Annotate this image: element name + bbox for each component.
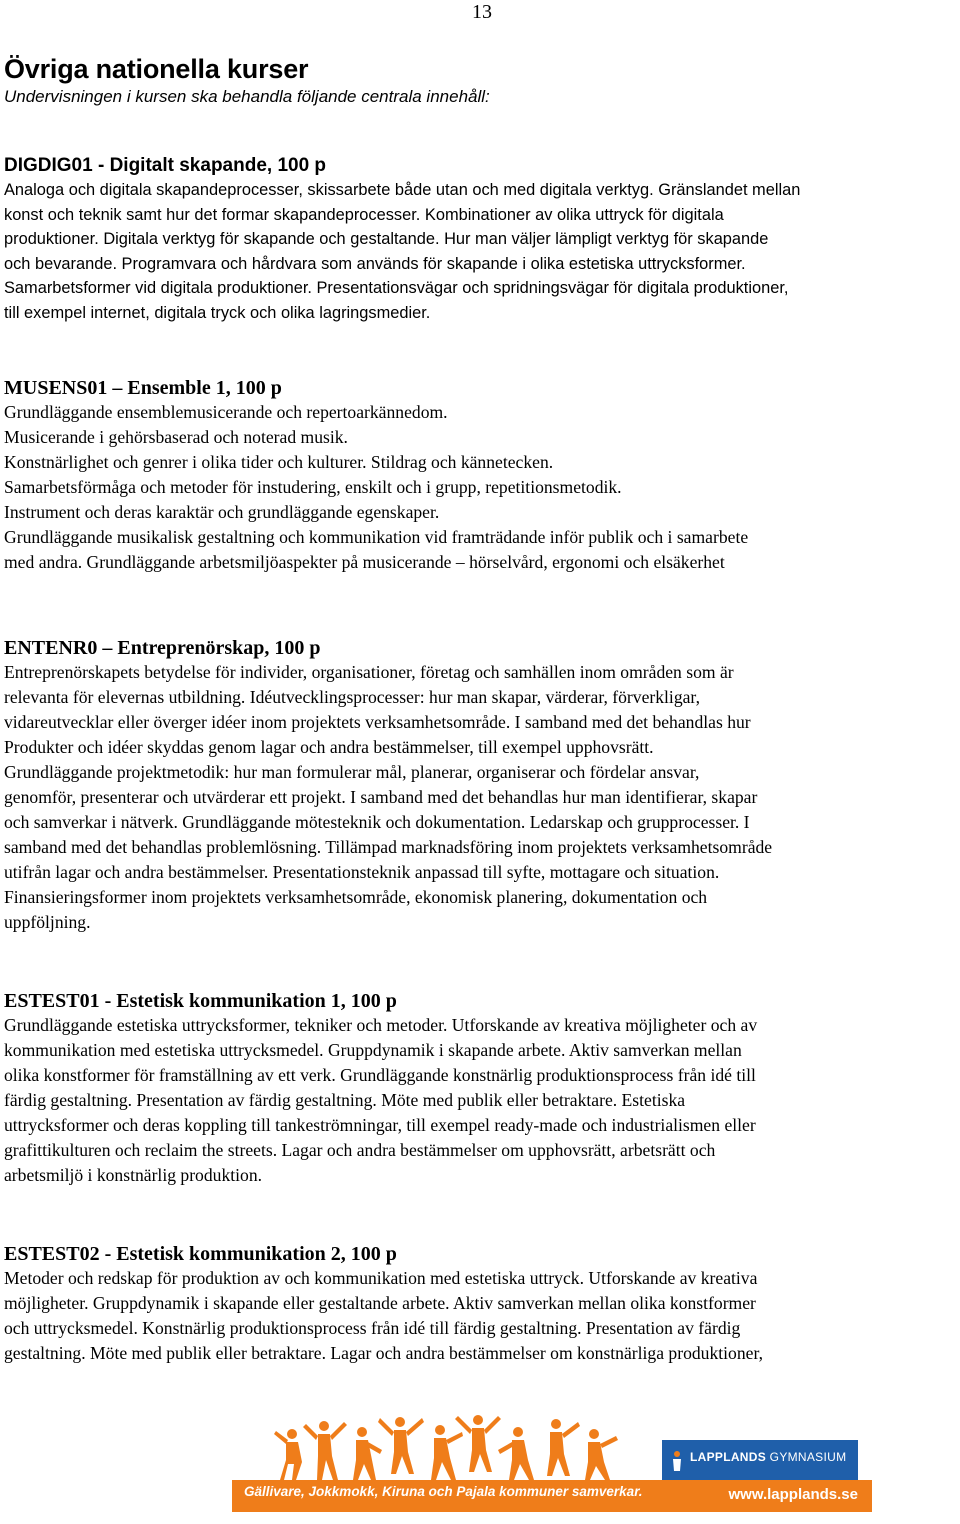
- text-line: Grundläggande musikalisk gestaltning och kommunikation vid framträdande inför publik och i samarbete: [4, 527, 749, 547]
- text-line: produktioner. Digitala verktyg för skapande och gestaltande. Hur man väljer lämpligt verktyg för skapande: [4, 230, 769, 248]
- text-line: vidareutvecklar eller överger idéer inom projektets verksamhetsområde. I samband med det behandlas hur: [4, 712, 751, 732]
- text-line: färdig gestaltning. Presentation av färdig gestaltning. Möte med publik eller betraktare. Estetiska: [4, 1090, 686, 1110]
- text-line: Instrument och deras karaktär och grundläggande egenskaper.: [4, 502, 440, 522]
- text-line: Samarbetsförmåga och metoder för instudering, enskilt och i grupp, repetitionsmetodik.: [4, 477, 622, 497]
- text-line: till exempel internet, digitala tryck och olika lagringsmedier.: [4, 303, 431, 322]
- course-heading: MUSENS01 – Ensemble 1, 100 p: [4, 377, 282, 399]
- text-line: Analoga och digitala skapandeprocesser, skissarbete både utan och med digitala verktyg. Gränslandet mellan: [4, 181, 801, 199]
- text-line: Metoder och redskap för produktion av och kommunikation med estetiska uttryck. Utforskande av kreativa: [4, 1268, 758, 1288]
- text-line: med andra. Grundläggande arbetsmiljöaspekter på musicerande – hörselvård, ergonomi och elsäkerhet: [4, 552, 725, 572]
- text-line: och uttrycksmedel. Konstnärlig produktionsprocess från idé till färdig gestaltning. Presentation av färdig: [4, 1318, 741, 1338]
- text-line: Konstnärlighet och genrer i olika tider och kulturer. Stildrag och kännetecken.: [4, 452, 554, 472]
- text-line: uppföljning.: [4, 912, 91, 932]
- course-entenr0: [4, 636, 954, 935]
- text-line: grafittikulturen och reclaim the streets. Lagar och andra bestämmelser om upphovsrätt, arbetsrätt och: [4, 1140, 716, 1160]
- text-line: och bevarande. Programvara och hårdvara som används för skapande i olika estetiska uttrycksformer.: [4, 254, 746, 273]
- course-description: [4, 1266, 954, 1366]
- footer-banner: [232, 1410, 872, 1512]
- page-title: Övriga nationella kurser: [4, 54, 309, 84]
- text-line: olika konstformer för framställning av ett verk. Grundläggande konstnärlig produktionsprocess från idé till: [4, 1065, 756, 1085]
- text-line: gestaltning. Möte med publik eller betraktare. Lagar och andra bestämmelser om konstnärliga produktioner,: [4, 1343, 764, 1363]
- logo-name-bold: LAPPLANDS: [690, 1450, 767, 1464]
- course-description: [4, 178, 954, 325]
- text-line: uttrycksformer och deras koppling till tankeströmningar, till exempel ready-made och industrialismen eller: [4, 1115, 756, 1135]
- page-number: 13: [472, 1, 492, 23]
- text-line: Grundläggande ensemblemusicerande och repertoarkännedom.: [4, 402, 448, 422]
- course-description: [4, 1013, 954, 1188]
- footer-tagline: Gällivare, Jokkmokk, Kiruna och Pajala kommuner samverkar.: [244, 1484, 643, 1499]
- text-line: samband med det behandlas problemlösning. Tillämpad marknadsföring inom projektets verksamhetsområde: [4, 837, 773, 857]
- text-line: möjligheter. Gruppdynamik i skapande eller gestaltande arbete. Aktiv samverkan mellan olika konstformer: [4, 1293, 756, 1313]
- course-heading: ESTEST01 - Estetisk kommunikation 1, 100 p: [4, 990, 397, 1012]
- text-line: och samverkar i nätverk. Grundläggande mötesteknik och dokumentation. Ledarskap och grupprocesser. I: [4, 812, 750, 832]
- text-line: konst och teknik samt hur det formar skapandeprocesser. Kombinationer av olika uttryck för digitala: [4, 205, 724, 224]
- text-line: Finansieringsformer inom projektets verksamhetsområde, ekonomisk planering, dokumentation och: [4, 887, 708, 907]
- text-line: relevanta för elevernas utbildning. Idéutvecklingsprocesser: hur man skapar, värderar, förverkligar,: [4, 687, 700, 707]
- text-line: Samarbetsformer vid digitala produktioner. Presentationsvägar och spridningsvägar för digitala produktioner,: [4, 279, 789, 297]
- text-line: Grundläggande estetiska uttrycksformer, tekniker och metoder. Utforskande av kreativa möjligheter och av: [4, 1015, 758, 1035]
- page-subtitle: Undervisningen i kursen ska behandla följande centrala innehåll:: [4, 87, 490, 106]
- text-line: genomför, presenterar och utvärderar ett projekt. I samband med det behandlas hur man identifierar, skapar: [4, 787, 758, 807]
- course-heading: ENTENR0 – Entreprenörskap, 100 p: [4, 637, 321, 659]
- footer-url: www.lapplands.se: [728, 1486, 858, 1503]
- course-description: [4, 660, 954, 935]
- text-line: kommunikation med estetiska uttrycksmedel. Gruppdynamik i skapande arbete. Aktiv samverkan mellan: [4, 1040, 742, 1060]
- school-logo-text: [690, 1450, 846, 1464]
- course-estest02: [4, 1242, 954, 1366]
- course-estest01: [4, 989, 954, 1188]
- footer-bar: [232, 1480, 872, 1512]
- course-heading: DIGDIG01 - Digitalt skapande, 100 p: [4, 155, 327, 176]
- course-heading: ESTEST02 - Estetisk kommunikation 2, 100 p: [4, 1243, 397, 1265]
- text-line: arbetsmiljö i konstnärlig produktion.: [4, 1165, 263, 1185]
- text-line: Grundläggande projektmetodik: hur man formulerar mål, planerar, organiserar och fördelar ansvar,: [4, 762, 700, 782]
- logo-mark-icon: [670, 1450, 684, 1472]
- title-block: [4, 52, 944, 108]
- course-digdig01: [4, 154, 954, 325]
- logo-name-thin: GYMNASIUM: [766, 1450, 847, 1464]
- text-line: Entreprenörskapets betydelse för individer, organisationer, företag och samhällen inom områden som är: [4, 662, 734, 682]
- course-musens01: [4, 376, 954, 575]
- text-line: Musicerande i gehörsbaserad och noterad musik.: [4, 427, 348, 447]
- course-description: [4, 400, 954, 575]
- text-line: utifrån lagar och andra bestämmelser. Presentationsteknik anpassad till syfte, mottagare och situation.: [4, 862, 720, 882]
- dancing-figures-illustration: [272, 1412, 632, 1482]
- text-line: Produkter och idéer skyddas genom lagar och andra bestämmelser, till exempel upphovsrätt.: [4, 737, 654, 757]
